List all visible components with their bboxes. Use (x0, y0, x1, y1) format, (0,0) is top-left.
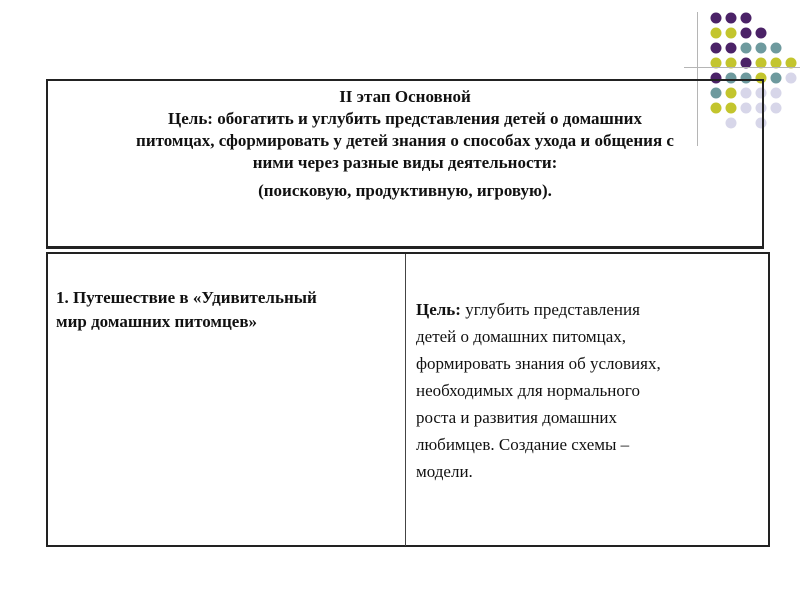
decorative-dot (711, 43, 722, 54)
decorative-dot (756, 43, 767, 54)
activity-goal-line-7: модели. (416, 462, 473, 481)
decorative-dot (741, 13, 752, 24)
activity-goal-line-4: необходимых для нормального (416, 381, 640, 400)
decorative-dot (726, 43, 737, 54)
decorative-dot (711, 13, 722, 24)
decorative-dot (771, 73, 782, 84)
stage-heading (46, 86, 764, 202)
decorative-dot (771, 43, 782, 54)
decorative-dot (726, 13, 737, 24)
decorative-horizontal-line (684, 67, 800, 68)
activity-goal-cell (416, 296, 756, 485)
activity-goal-line-5: роста и развития домашних (416, 408, 618, 427)
table-column-divider (405, 254, 406, 546)
decorative-dot (771, 103, 782, 114)
decorative-dot (741, 43, 752, 54)
decorative-dot (786, 73, 797, 84)
decorative-dot (771, 88, 782, 99)
activity-goal-line-3: формировать знания об условиях, (416, 354, 661, 373)
activity-goal-line-2: детей о домашних питомцах, (416, 327, 627, 346)
activity-title-cell (56, 286, 396, 334)
stage-goal-line-2: питомцах, сформировать у детей знания о способах ухода и общения с (136, 131, 674, 150)
stage-title: II этап Основной (339, 87, 471, 106)
activity-title-line-1: 1. Путешествие в «Удивительный (56, 288, 317, 307)
activity-goal-line-1 (416, 296, 756, 323)
stage-goal-line-1: Цель: обогатить и углубить представления детей о домашних (168, 109, 642, 128)
decorative-dot (726, 28, 737, 39)
stage-goal-line-3: ними через разные виды деятельности: (252, 153, 558, 172)
decorative-dot (741, 28, 752, 39)
activity-goal-line-6: любимцев. Создание схемы – (416, 435, 630, 454)
goal-label: Цель: (416, 300, 461, 319)
goal-text-1: углубить представления (460, 300, 640, 319)
decorative-dot (711, 28, 722, 39)
decorative-dot (756, 28, 767, 39)
activity-title-line-2: мир домашних питомцев» (56, 312, 258, 331)
stage-goal-line-4: (поисковую, продуктивную, игровую). (258, 181, 552, 200)
